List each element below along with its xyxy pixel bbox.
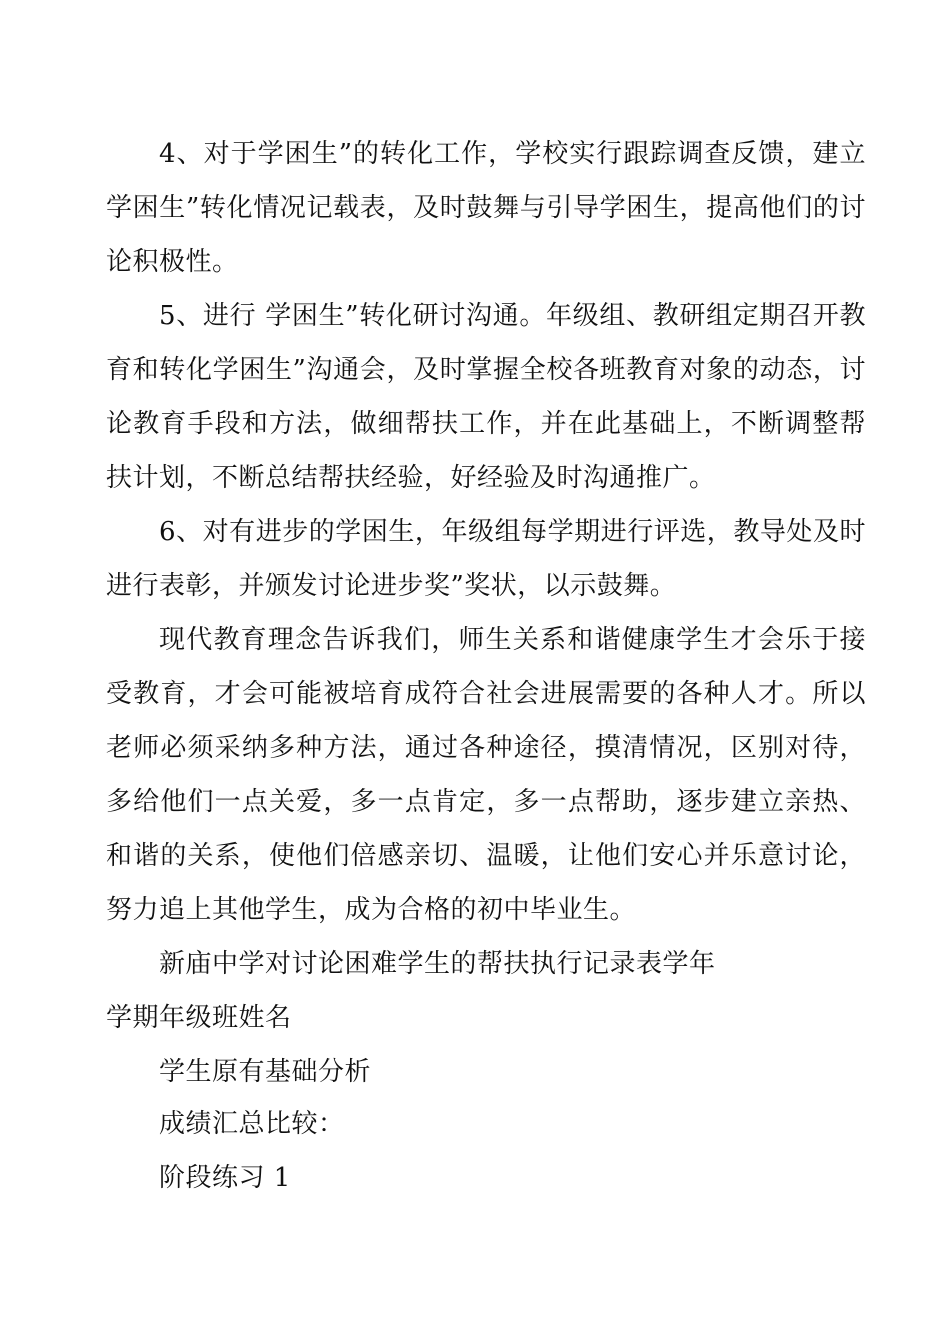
paragraph-item-6: 6、对有进步的学困生，年级组每学期进行评选，教导处及时进行表彰，并颁发讨论进步奖”奖状，以示鼓舞。 xyxy=(106,517,866,601)
section-basic-analysis: 学生原有基础分析 xyxy=(159,1057,372,1087)
paragraph-conclusion: 现代教育理念告诉我们，师生关系和谐健康学生才会乐于接受教育，才会可能被培育成符合社会进展需要的各种人才。所以老师必须采纳多种方法，通过各种途径，摸清情况，区别对待，多给他们一点关爱，多一点肯定，多一点帮助，逐步建立亲热、和谐的关系，使他们倍感亲切、温暖，让他们安心并乐意讨论，努力追上其他学生，成为合格的初中毕业生。 xyxy=(106,625,866,925)
paragraph-item-5: 5、进行 学困生”转化研讨沟通。年级组、教研组定期召开教育和转化学困生”沟通会，及时掌握全校各班教育对象的动态，讨论教育手段和方法，做细帮扶工作，并在此基础上，不断调整帮扶计划，不断总结帮扶经验，好经验及时沟通推广。 xyxy=(106,301,866,493)
form-title: 新庙中学对讨论困难学生的帮扶执行记录表学年 xyxy=(159,949,716,979)
form-header-row: 学期年级班姓名 xyxy=(106,1003,292,1033)
section-stage-practice: 阶段练习 1 xyxy=(159,1163,291,1193)
section-score-summary: 成绩汇总比较： xyxy=(159,1109,345,1139)
paragraph-item-4: 4、对于学困生”的转化工作，学校实行跟踪调查反馈，建立学困生”转化情况记载表，及时鼓舞与引导学困生，提高他们的讨论积极性。 xyxy=(106,139,866,277)
